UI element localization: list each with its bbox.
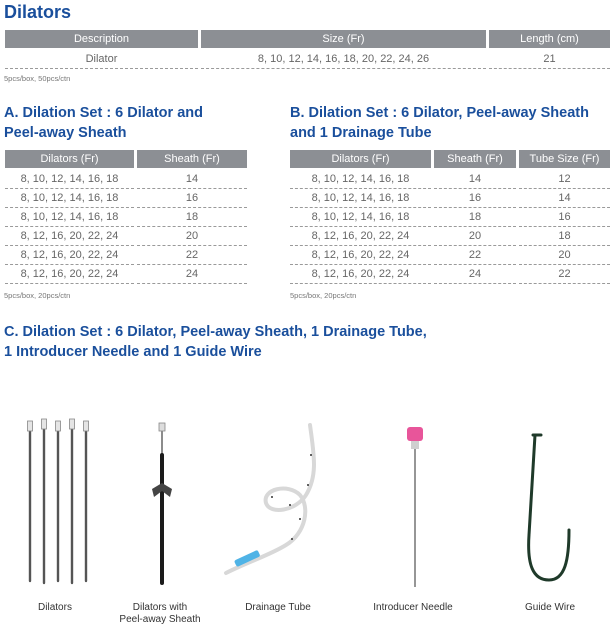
set-c-title-line1: C. Dilation Set : 6 Dilator, Peel-away Sheath, 1 Drainage Tube, bbox=[4, 324, 427, 340]
set-b-table bbox=[287, 150, 613, 284]
caption-introducer-needle: Introducer Needle bbox=[373, 602, 453, 613]
col-size: Size (Fr) bbox=[201, 30, 486, 48]
table-row bbox=[5, 246, 247, 265]
col-dilators: Dilators (Fr) bbox=[5, 150, 134, 168]
set-a-title-line1: A. Dilation Set : 6 Dilator and bbox=[4, 105, 203, 121]
table-cell: 24 bbox=[434, 265, 516, 284]
col-tube-size: Tube Size (Fr) bbox=[519, 150, 610, 168]
dilator-sheath-image bbox=[132, 415, 192, 590]
cell-length: 21 bbox=[489, 48, 610, 69]
caption-dilators: Dilators bbox=[38, 602, 72, 613]
table-cell: 20 bbox=[434, 227, 516, 246]
packaging-note: 5pcs/box, 20pcs/ctn bbox=[290, 291, 357, 300]
table-cell: 16 bbox=[519, 208, 610, 227]
table-cell: 20 bbox=[137, 227, 247, 246]
table-row bbox=[5, 227, 247, 246]
table-cell: 22 bbox=[137, 246, 247, 265]
table-cell: 20 bbox=[519, 246, 610, 265]
caption-dilators-sheath-line2: Peel-away Sheath bbox=[119, 614, 201, 625]
table-cell: 8, 10, 12, 14, 16, 18 bbox=[290, 168, 431, 189]
cell-size: 8, 10, 12, 14, 16, 18, 20, 22, 24, 26 bbox=[201, 48, 486, 69]
col-length: Length (cm) bbox=[489, 30, 610, 48]
table-row bbox=[5, 189, 247, 208]
table-row bbox=[290, 208, 610, 227]
table-cell: 8, 12, 16, 20, 22, 24 bbox=[5, 227, 134, 246]
table-cell: 18 bbox=[519, 227, 610, 246]
set-c-title bbox=[4, 322, 427, 362]
table-cell: 14 bbox=[434, 168, 516, 189]
packaging-note: 5pcs/box, 50pcs/ctn bbox=[4, 74, 71, 83]
col-sheath: Sheath (Fr) bbox=[434, 150, 516, 168]
table-cell: 8, 10, 12, 14, 16, 18 bbox=[5, 208, 134, 227]
set-b-title-line2: and 1 Drainage Tube bbox=[290, 125, 432, 141]
table-row bbox=[5, 265, 247, 284]
col-dilators: Dilators (Fr) bbox=[290, 150, 431, 168]
cell-description: Dilator bbox=[5, 48, 198, 69]
table-row bbox=[290, 168, 610, 189]
table-cell: 22 bbox=[519, 265, 610, 284]
set-c-title-line2: 1 Introducer Needle and 1 Guide Wire bbox=[4, 344, 262, 360]
table-cell: 8, 12, 16, 20, 22, 24 bbox=[5, 246, 134, 265]
drainage-tube-image bbox=[210, 415, 330, 590]
table-cell: 18 bbox=[137, 208, 247, 227]
caption-dilators-sheath bbox=[100, 602, 220, 626]
col-sheath: Sheath (Fr) bbox=[137, 150, 247, 168]
set-a-table bbox=[2, 150, 250, 284]
table-cell: 8, 10, 12, 14, 16, 18 bbox=[290, 189, 431, 208]
table-row bbox=[290, 189, 610, 208]
table-cell: 22 bbox=[434, 246, 516, 265]
table-cell: 16 bbox=[434, 189, 516, 208]
table-row bbox=[5, 168, 247, 189]
page-title: Dilators bbox=[4, 2, 72, 22]
caption-drainage-tube: Drainage Tube bbox=[245, 602, 311, 613]
caption-guide-wire: Guide Wire bbox=[524, 602, 575, 613]
caption-dilators-sheath-line1: Dilators with bbox=[132, 602, 188, 613]
table-cell: 14 bbox=[519, 189, 610, 208]
table-row bbox=[5, 48, 610, 69]
dilators-image bbox=[22, 415, 102, 590]
table-cell: 8, 10, 12, 14, 16, 18 bbox=[290, 208, 431, 227]
table-row bbox=[5, 208, 247, 227]
table-row bbox=[290, 246, 610, 265]
introducer-needle-image bbox=[385, 415, 445, 590]
table-row bbox=[290, 227, 610, 246]
table-cell: 8, 10, 12, 14, 16, 18 bbox=[5, 189, 134, 208]
set-b-title bbox=[290, 103, 589, 143]
guide-wire-image bbox=[505, 415, 585, 590]
table-cell: 24 bbox=[137, 265, 247, 284]
packaging-note: 5pcs/box, 20pcs/ctn bbox=[4, 291, 71, 300]
table-cell: 16 bbox=[137, 189, 247, 208]
table-cell: 8, 12, 16, 20, 22, 24 bbox=[290, 227, 431, 246]
dilators-table bbox=[2, 30, 613, 69]
table-cell: 18 bbox=[434, 208, 516, 227]
table-row bbox=[290, 265, 610, 284]
set-a-title bbox=[4, 103, 203, 143]
table-cell: 8, 12, 16, 20, 22, 24 bbox=[290, 246, 431, 265]
table-cell: 14 bbox=[137, 168, 247, 189]
table-cell: 8, 12, 16, 20, 22, 24 bbox=[5, 265, 134, 284]
set-a-title-line2: Peel-away Sheath bbox=[4, 125, 127, 141]
table-cell: 8, 10, 12, 14, 16, 18 bbox=[5, 168, 134, 189]
table-cell: 8, 12, 16, 20, 22, 24 bbox=[290, 265, 431, 284]
col-description: Description bbox=[5, 30, 198, 48]
table-cell: 12 bbox=[519, 168, 610, 189]
set-b-title-line1: B. Dilation Set : 6 Dilator, Peel-away Sheath bbox=[290, 105, 589, 121]
